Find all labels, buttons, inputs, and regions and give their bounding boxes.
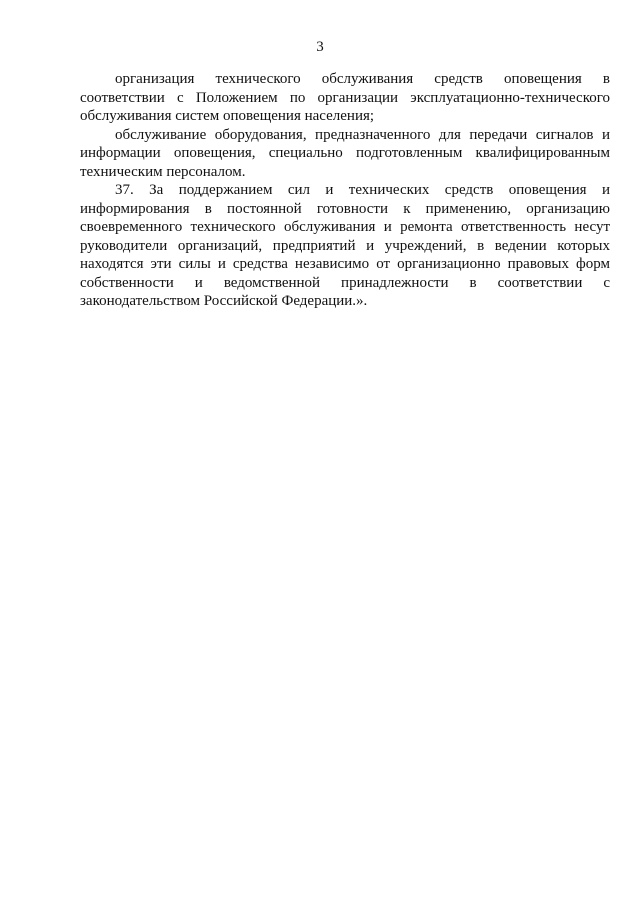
paragraph-maintenance-organization: организация технического обслуживания средств оповещения в соответствии с Положением по организации эксплуатационно-технического обслуживания систем оповещения населения;: [80, 71, 610, 124]
paragraph-equipment-servicing: обслуживание оборудования, предназначенного для передачи сигналов и информации оповещения, специально подготовленным квалифицированным техническим персоналом.: [80, 126, 610, 180]
document-body: [80, 70, 610, 311]
paragraph-37-responsibility: 37. За поддержанием сил и технических средств оповещения и информирования в постоянной готовности к применению, организацию своевременного технического обслуживания и ремонта ответственность несут руководители организаций, предприятий и учреждений, в ведении которых находятся эти силы и средства независимо от организационно правовых форм собственности и ведомственной принадлежности в соответствии с законодательством Российской Федерации.».: [80, 182, 610, 309]
page-number: 3: [316, 39, 324, 55]
